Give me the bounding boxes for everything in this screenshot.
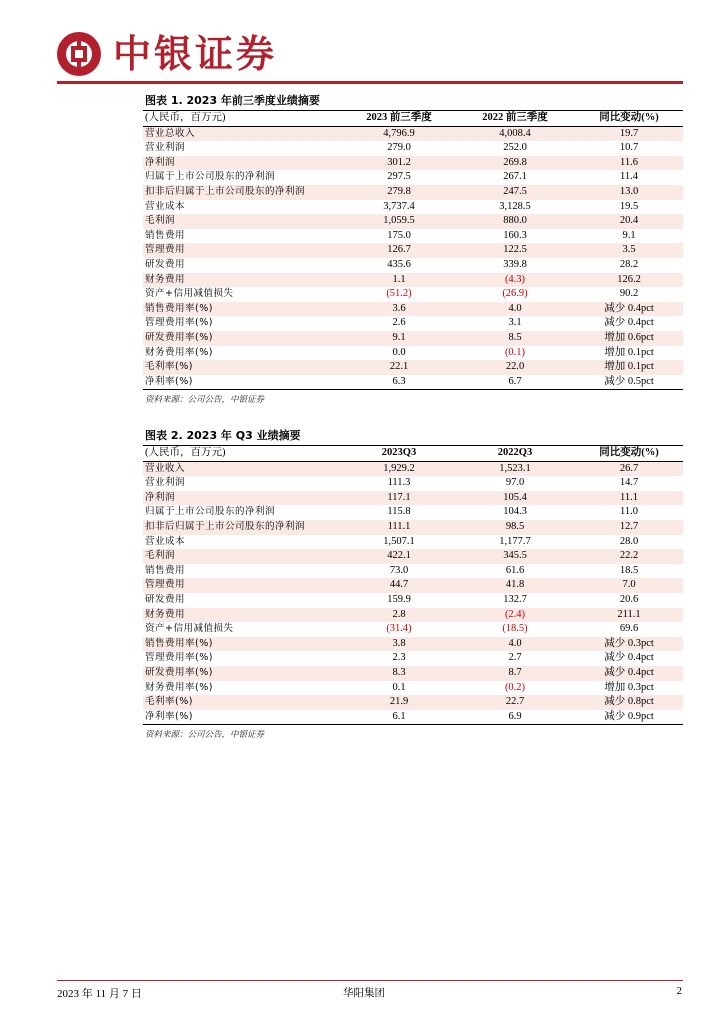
row-label: 净利润 <box>145 491 176 503</box>
row-label: 净利润 <box>145 156 176 168</box>
header-cell: 2022Q3 <box>497 447 533 458</box>
value-cell: 14.7 <box>619 477 639 489</box>
value-cell: (51.2) <box>386 288 412 300</box>
value-cell: 41.8 <box>505 579 525 591</box>
table-row <box>143 141 683 156</box>
row-label: 毛利润 <box>145 215 176 227</box>
value-cell: 104.3 <box>503 506 527 518</box>
row-label: 财务费用 <box>145 608 186 620</box>
value-cell: 3.8 <box>392 637 406 649</box>
table-body <box>143 461 683 725</box>
value-cell: 22.0 <box>505 361 525 373</box>
row-label: 管理费用 <box>145 244 186 256</box>
value-cell: 11.4 <box>620 171 638 183</box>
value-cell: (26.9) <box>502 288 528 300</box>
value-cell: 3.5 <box>622 244 636 256</box>
value-cell: 97.0 <box>505 477 525 489</box>
value-cell: 1,507.1 <box>383 535 415 547</box>
value-cell: 297.5 <box>387 171 411 183</box>
header-cell: 2023 前三季度 <box>366 112 432 123</box>
row-label: 毛利率(%) <box>145 696 193 708</box>
table-row <box>143 578 683 593</box>
value-cell: 减少 0.4pct <box>604 302 654 314</box>
table-row <box>143 608 683 623</box>
value-cell: 19.7 <box>619 127 639 139</box>
table-row <box>143 695 683 710</box>
table-row <box>143 287 683 302</box>
row-label: 财务费用率(%) <box>145 681 213 693</box>
table-row <box>143 666 683 681</box>
value-cell: 267.1 <box>503 171 527 183</box>
table-row <box>143 681 683 696</box>
value-cell: 13.0 <box>619 185 639 197</box>
value-cell: 12.7 <box>619 520 639 532</box>
table-row <box>143 214 683 229</box>
row-label: 营业利润 <box>145 142 186 154</box>
value-cell: 44.7 <box>389 579 409 591</box>
value-cell: 减少 0.4pct <box>604 652 654 664</box>
header-cell: (人民币，百万元) <box>145 112 226 123</box>
value-cell: 增加 0.1pct <box>604 346 654 358</box>
value-cell: 98.5 <box>505 520 525 532</box>
row-label: 毛利润 <box>145 550 176 562</box>
value-cell: 4.0 <box>508 302 522 314</box>
row-label: 营业收入 <box>145 462 186 474</box>
value-cell: 11.1 <box>620 491 638 503</box>
table-row <box>143 651 683 666</box>
bank-logo-icon <box>57 32 101 76</box>
value-cell: 22.2 <box>619 550 639 562</box>
value-cell: 26.7 <box>619 462 639 474</box>
table-row <box>143 258 683 273</box>
table-title: 图表 1. 2023 年前三季度业绩摘要 <box>145 94 320 107</box>
value-cell: 6.9 <box>508 710 522 722</box>
row-label: 归属于上市公司股东的净利润 <box>145 506 276 518</box>
value-cell: 132.7 <box>503 593 527 605</box>
page-header <box>57 30 683 80</box>
row-label: 研发费用率(%) <box>145 331 213 343</box>
value-cell: 2.3 <box>392 652 406 664</box>
source-note: 资料来源：公司公告，中银证券 <box>145 730 265 741</box>
value-cell: 20.4 <box>619 215 639 227</box>
value-cell: 8.3 <box>392 666 406 678</box>
value-cell: 1,523.1 <box>499 462 531 474</box>
value-cell: 减少 0.9pct <box>604 710 654 722</box>
value-cell: 61.6 <box>505 564 525 576</box>
table-block-1 <box>143 92 683 405</box>
row-label: 研发费用 <box>145 593 186 605</box>
value-cell: 160.3 <box>503 229 527 241</box>
value-cell: 111.1 <box>387 520 411 532</box>
table-row <box>143 375 683 390</box>
row-label: 净利率(%) <box>145 710 193 722</box>
value-cell: 6.1 <box>392 710 406 722</box>
table-row <box>143 461 683 476</box>
table-row <box>143 156 683 171</box>
value-cell: 159.9 <box>387 593 411 605</box>
table-body <box>143 126 683 390</box>
table-row <box>143 316 683 331</box>
value-cell: 22.7 <box>505 696 525 708</box>
row-label: 资产+信用减值损失 <box>145 623 234 635</box>
table-row <box>143 229 683 244</box>
value-cell: 69.6 <box>619 623 639 635</box>
row-label: 销售费用率(%) <box>145 637 213 649</box>
value-cell: 4,008.4 <box>499 127 531 139</box>
header-cell: 同比变动(%) <box>599 447 659 458</box>
value-cell: 2.7 <box>508 652 522 664</box>
brand-name: 中银证券 <box>113 32 278 76</box>
table-row <box>143 273 683 288</box>
table-header-row <box>143 111 683 127</box>
value-cell: 4.0 <box>508 637 522 649</box>
data-table <box>143 110 683 390</box>
value-cell: 11.6 <box>620 156 638 168</box>
value-cell: 7.0 <box>622 579 636 591</box>
value-cell: 126.2 <box>617 273 641 285</box>
value-cell: 345.5 <box>503 550 527 562</box>
table-row <box>143 476 683 491</box>
value-cell: 减少 0.4pct <box>604 666 654 678</box>
footer-date: 2023 年 11 月 7 日 <box>57 988 142 1000</box>
value-cell: 28.0 <box>619 535 639 547</box>
table-row <box>143 200 683 215</box>
page-number: 2 <box>676 985 682 997</box>
value-cell: (0.2) <box>504 681 526 693</box>
header-divider <box>57 81 683 84</box>
row-label: 归属于上市公司股东的净利润 <box>145 171 276 183</box>
value-cell: 减少 0.3pct <box>604 637 654 649</box>
row-label: 管理费用 <box>145 579 186 591</box>
value-cell: 339.8 <box>503 258 527 270</box>
value-cell: 4,796.9 <box>383 127 415 139</box>
value-cell: 111.3 <box>387 477 411 489</box>
value-cell: 3,128.5 <box>499 200 531 212</box>
value-cell: 增加 0.3pct <box>604 681 654 693</box>
value-cell: 252.0 <box>503 142 527 154</box>
value-cell: 126.7 <box>387 244 411 256</box>
source-note: 资料来源：公司公告，中银证券 <box>145 395 265 406</box>
table-header-row <box>143 446 683 462</box>
value-cell: 增加 0.6pct <box>604 331 654 343</box>
value-cell: 1,059.5 <box>383 215 415 227</box>
value-cell: 279.8 <box>387 185 411 197</box>
value-cell: 247.5 <box>503 185 527 197</box>
table-row <box>143 243 683 258</box>
value-cell: 18.5 <box>619 564 639 576</box>
table-title: 图表 2. 2023 年 Q3 业绩摘要 <box>145 429 301 442</box>
header-cell: 同比变动(%) <box>599 112 659 123</box>
value-cell: 73.0 <box>389 564 409 576</box>
value-cell: 211.1 <box>617 608 641 620</box>
value-cell: 减少 0.4pct <box>604 317 654 329</box>
row-label: 销售费用率(%) <box>145 302 213 314</box>
row-label: 净利率(%) <box>145 375 193 387</box>
row-label: 扣非后归属于上市公司股东的净利润 <box>145 520 306 532</box>
row-label: 研发费用率(%) <box>145 666 213 678</box>
table-row <box>143 170 683 185</box>
value-cell: 175.0 <box>387 229 411 241</box>
value-cell: 6.3 <box>392 375 406 387</box>
row-label: 营业成本 <box>145 535 186 547</box>
table-row <box>143 331 683 346</box>
table-row <box>143 126 683 141</box>
value-cell: 105.4 <box>503 491 527 503</box>
value-cell: 减少 0.8pct <box>604 696 654 708</box>
value-cell: 2.6 <box>392 317 406 329</box>
value-cell: 11.0 <box>620 506 638 518</box>
value-cell: 9.1 <box>392 331 406 343</box>
row-label: 营业成本 <box>145 200 186 212</box>
table-row <box>143 549 683 564</box>
value-cell: 1.1 <box>392 273 406 285</box>
row-label: 毛利率(%) <box>145 361 193 373</box>
value-cell: 0.0 <box>392 346 406 358</box>
value-cell: 422.1 <box>387 550 411 562</box>
value-cell: 减少 0.5pct <box>604 375 654 387</box>
value-cell: 8.7 <box>508 666 522 678</box>
value-cell: 1,177.7 <box>499 535 531 547</box>
footer-company: 华阳集团 <box>343 987 385 999</box>
value-cell: 435.6 <box>387 258 411 270</box>
value-cell: 19.5 <box>619 200 639 212</box>
value-cell: 21.9 <box>389 696 409 708</box>
table-row <box>143 593 683 608</box>
table-row <box>143 491 683 506</box>
value-cell: (18.5) <box>502 623 528 635</box>
value-cell: 3,737.4 <box>383 200 415 212</box>
value-cell: 22.1 <box>389 361 409 373</box>
row-label: 扣非后归属于上市公司股东的净利润 <box>145 185 306 197</box>
table-row <box>143 360 683 375</box>
value-cell: 6.7 <box>508 375 522 387</box>
table-row <box>143 710 683 725</box>
value-cell: 90.2 <box>619 288 639 300</box>
value-cell: 117.1 <box>387 491 411 503</box>
value-cell: 269.8 <box>503 156 527 168</box>
footer-divider <box>57 980 683 981</box>
table-row <box>143 564 683 579</box>
value-cell: 10.7 <box>619 142 639 154</box>
table-row <box>143 505 683 520</box>
table-row <box>143 637 683 652</box>
value-cell: 3.6 <box>392 302 406 314</box>
value-cell: 122.5 <box>503 244 527 256</box>
value-cell: 1,929.2 <box>383 462 415 474</box>
table-row <box>143 302 683 317</box>
value-cell: 28.2 <box>619 258 639 270</box>
value-cell: 3.1 <box>508 317 522 329</box>
table-row <box>143 622 683 637</box>
row-label: 管理费用率(%) <box>145 317 213 329</box>
value-cell: 115.8 <box>387 506 411 518</box>
table-row <box>143 520 683 535</box>
header-cell: 2022 前三季度 <box>482 112 548 123</box>
header-cell: (人民币，百万元) <box>145 447 226 458</box>
row-label: 财务费用 <box>145 273 186 285</box>
value-cell: 9.1 <box>622 229 636 241</box>
value-cell: 0.1 <box>392 681 406 693</box>
row-label: 营业总收入 <box>145 127 196 139</box>
value-cell: 279.0 <box>387 142 411 154</box>
value-cell: (31.4) <box>386 623 412 635</box>
value-cell: (4.3) <box>504 273 526 285</box>
data-table <box>143 445 683 725</box>
value-cell: 8.5 <box>508 331 522 343</box>
value-cell: 301.2 <box>387 156 411 168</box>
value-cell: 增加 0.1pct <box>604 361 654 373</box>
row-label: 销售费用 <box>145 229 186 241</box>
table-block-2 <box>143 427 683 740</box>
row-label: 资产+信用减值损失 <box>145 288 234 300</box>
value-cell: 880.0 <box>503 215 527 227</box>
row-label: 管理费用率(%) <box>145 652 213 664</box>
table-row <box>143 346 683 361</box>
row-label: 销售费用 <box>145 564 186 576</box>
row-label: 营业利润 <box>145 477 186 489</box>
value-cell: (2.4) <box>504 608 526 620</box>
row-label: 研发费用 <box>145 258 186 270</box>
value-cell: (0.1) <box>504 346 526 358</box>
table-row <box>143 185 683 200</box>
row-label: 财务费用率(%) <box>145 346 213 358</box>
table-row <box>143 535 683 550</box>
value-cell: 2.8 <box>392 608 406 620</box>
header-cell: 2023Q3 <box>381 447 417 458</box>
value-cell: 20.6 <box>619 593 639 605</box>
